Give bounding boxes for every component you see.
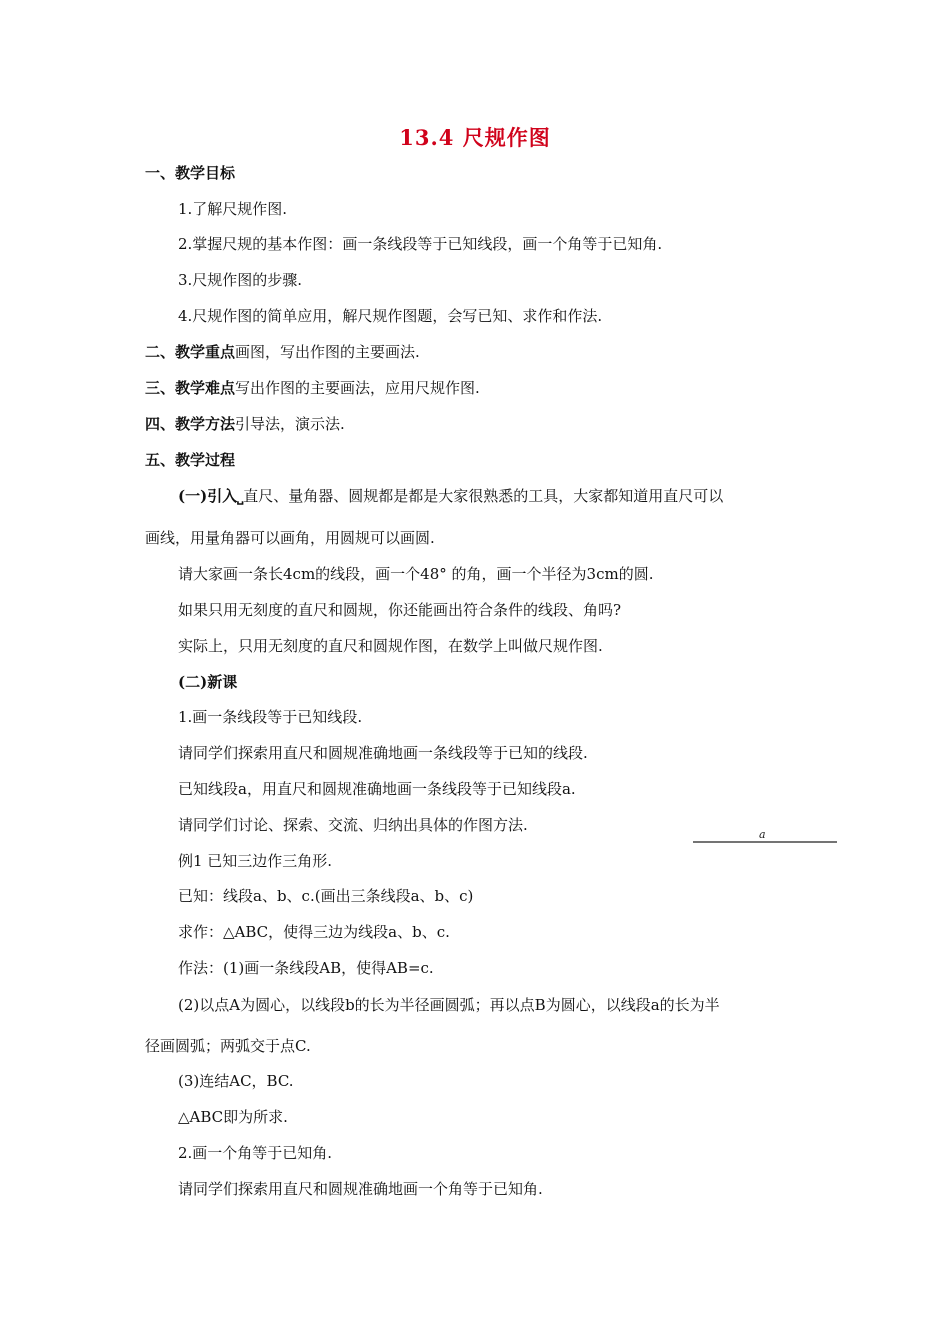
example-conclusion: △ABC即为所求. (178, 1108, 288, 1126)
intro-paragraph-2: 请大家画一条长4cm的线段，画一个48° 的角，画一个半径为3cm的圆. (178, 565, 654, 583)
intro-label: (一)引入 (178, 487, 238, 505)
new-lesson-p3: 已知线段a，用直尺和圆规准确地画一条线段等于已知线段a. (178, 780, 576, 798)
intro-mark: ⎵ (237, 487, 244, 505)
section-heading-key-points: 二、教学重点 (145, 343, 236, 361)
key-points-text: 画图，写出作图的主要画法. (235, 343, 420, 361)
new-lesson-p12: 2.画一个角等于已知角. (178, 1144, 333, 1162)
segment-a-figure (693, 826, 837, 846)
goal-item-4: 4.尺规作图的简单应用，解尺规作图题，会写已知、求作和作法. (178, 307, 603, 325)
intro-line-1 (178, 486, 723, 506)
page-title: 13.4 尺规作图 (399, 125, 551, 150)
intro-paragraph-3: 如果只用无刻度的直尺和圆规，你还能画出符合条件的线段、角吗? (178, 601, 622, 619)
section-difficulties (145, 378, 480, 398)
intro-line-2: 画线，用量角器可以画角，用圆规可以画圆. (145, 529, 435, 547)
example-given: 已知：线段a、b、c.(画出三条线段a、b、c) (178, 887, 474, 905)
new-lesson-p4: 请同学们讨论、探索、交流、归纳出具体的作图方法. (178, 816, 528, 834)
section-heading-goals: 一、教学目标 (145, 164, 236, 182)
section-methods (145, 414, 345, 434)
intro-paragraph-4: 实际上，只用无刻度的直尺和圆规作图，在数学上叫做尺规作图. (178, 637, 603, 655)
example-step-2a: (2)以点A为圆心，以线段b的长为半径画圆弧；再以点B为圆心，以线段a的长为半 (178, 996, 720, 1014)
new-lesson-p2: 请同学们探索用直尺和圆规准确地画一条线段等于已知的线段. (178, 744, 588, 762)
segment-a-label: a (759, 828, 766, 841)
example-1-title: 例1 已知三边作三角形. (178, 852, 333, 870)
goal-item-3: 3.尺规作图的步骤. (178, 271, 303, 289)
section-heading-methods: 四、教学方法 (145, 415, 236, 433)
methods-text: 引导法，演示法. (235, 415, 345, 433)
new-lesson-p1: 1.画一条线段等于已知线段. (178, 708, 363, 726)
new-lesson-label: (二)新课 (178, 673, 238, 691)
section-heading-difficulties: 三、教学难点 (145, 379, 236, 397)
section-key-points (145, 342, 420, 362)
example-step-1: 作法：(1)画一条线段AB，使得AB=c. (178, 959, 434, 977)
new-lesson-p13: 请同学们探索用直尺和圆规准确地画一个角等于已知角. (178, 1180, 543, 1198)
example-step-2b: 径画圆弧；两弧交于点C. (145, 1037, 311, 1055)
difficulties-text: 写出作图的主要画法，应用尺规作图. (235, 379, 480, 397)
goal-item-2: 2.掌握尺规的基本作图：画一条线段等于已知线段，画一个角等于已知角. (178, 235, 663, 253)
section-heading-process: 五、教学过程 (145, 451, 236, 469)
intro-text-1: 直尺、量角器、圆规都是都是大家很熟悉的工具，大家都知道用直尺可以 (243, 487, 724, 505)
example-step-3: (3)连结AC，BC. (178, 1072, 294, 1090)
example-required: 求作：△ABC，使得三边为线段a、b、c. (178, 923, 450, 941)
goal-item-1: 1.了解尺规作图. (178, 200, 288, 218)
